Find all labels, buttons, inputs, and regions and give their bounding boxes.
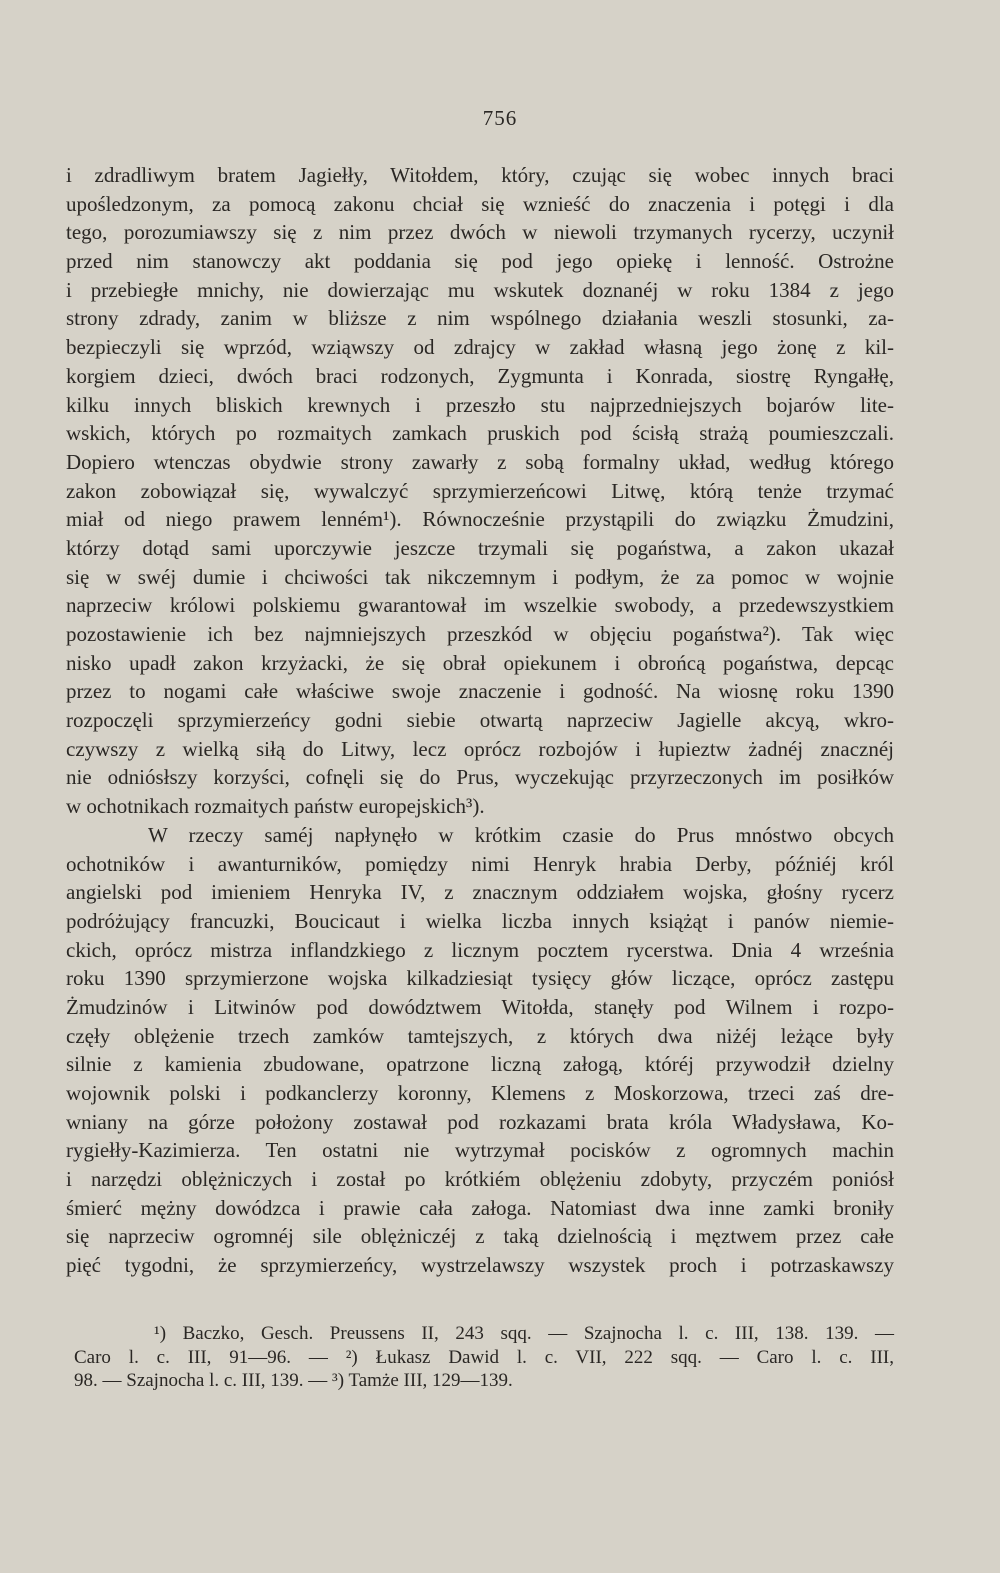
text-line: i zdradliwym bratem Jagiełły, Witołdem, który, czując się wobec innych braci <box>66 163 894 187</box>
paragraph-start-line: W rzeczy saméj napłynęło w krótkim czasie do Prus mnóstwo obcych <box>148 822 894 847</box>
main-text <box>66 161 894 1280</box>
text-line: i przebiegłe mnichy, nie dowierzając mu wskutek doznanéj w roku 1384 z jego <box>66 277 894 302</box>
text-line: ckich, oprócz mistrza inflandzkiego z licznym pocztem rycerstwa. Dnia 4 września <box>66 937 894 962</box>
text-line: Dopiero wtenczas obydwie strony zawarły z sobą formalny układ, według którego <box>66 449 894 474</box>
text-line: się naprzeciw ogromnéj sile oblężniczéj z taką dzielnością i męztwem przez całe <box>66 1224 894 1249</box>
text-line: częły oblężenie trzech zamków tamtejszych, z których dwa niżéj leżące były <box>66 1023 894 1048</box>
text-line: i narzędzi oblężniczych i został po krótkiém oblężeniu zdobyty, przyczém poniósł <box>66 1167 894 1192</box>
text-line: zakon zobowiązał się, wywalczyć sprzymierzeńcowi Litwę, którą tenże trzymać <box>66 478 894 503</box>
text-line: nie odniósłszy korzyści, cofnęli się do Prus, wyczekując przyrzeczonych im posiłków <box>66 765 894 790</box>
footnote-line: 98. — Szajnocha l. c. III, 139. — ³) Tamże III, 129—139. <box>74 1370 513 1391</box>
footnote-line: Caro l. c. III, 91—96. — ²) Łukasz Dawid l. c. VII, 222 sqq. — Caro l. c. III, <box>74 1346 894 1368</box>
text-line: nisko upadł zakon krzyżacki, że się obrał opiekunem i obrońcą pogaństwa, depcąc <box>66 650 894 675</box>
text-line: strony zdrady, zanim w bliższe z nim wspólnego działania weszli stosunki, za- <box>66 306 894 331</box>
page-number: 756 <box>482 106 518 130</box>
text-line: pięć tygodni, że sprzymierzeńcy, wystrzelawszy wszystek proch i potrzaskawszy <box>66 1253 894 1278</box>
text-line: przez to nogami całe właściwe swoje znaczenie i godność. Na wiosnę roku 1390 <box>66 679 894 704</box>
text-line: przed nim stanowczy akt poddania się pod jego opiekę i lenność. Ostrożne <box>66 249 894 274</box>
footnote-line: ¹) Baczko, Gesch. Preussens II, 243 sqq. — Szajnocha l. c. III, 138. 139. — <box>154 1323 894 1344</box>
text-line: ochotników i awanturników, pomiędzy nimi Henryk hrabia Derby, późniéj król <box>66 851 894 876</box>
footnotes <box>74 1322 894 1393</box>
text-line: wniany na górze położony zostawał pod rozkazami brata króla Władysława, Ko- <box>66 1109 894 1134</box>
text-line: rygiełły-Kazimierza. Ten ostatni nie wytrzymał pocisków z ogromnych machin <box>66 1138 894 1163</box>
text-line: rozpoczęli sprzymierzeńcy godni siebie otwartą naprzeciw Jagielle akcyą, wkro- <box>66 708 894 733</box>
text-line: angielski pod imieniem Henryka IV, z znacznym oddziałem wojska, głośny rycerz <box>66 880 894 905</box>
text-line: Żmudzinów i Litwinów pod dowództwem Witołda, stanęły pod Wilnem i rozpo- <box>66 994 894 1019</box>
text-line: kilku innych bliskich krewnych i przeszło stu najprzedniejszych bojarów lite- <box>66 392 894 417</box>
text-line: korgiem dzieci, dwóch braci rodzonych, Zygmunta i Konrada, siostrę Ryngałłę, <box>66 363 894 388</box>
paragraph-end-line: w ochotnikach rozmaitych państw europejskich³). <box>66 794 485 819</box>
text-line: naprzeciw królowi polskiemu gwarantował im wszelkie swobody, a przedewszystkiem <box>66 593 894 618</box>
text-line: podróżujący francuzki, Boucicaut i wielka liczba innych książąt i panów niemie- <box>66 908 894 933</box>
text-line: miał od niego prawem lenném¹). Równocześnie przystąpili do związku Żmudzini, <box>66 507 894 532</box>
text-line: tego, porozumiawszy się z nim przez dwóch w niewoli trzymanych rycerzy, uczynił <box>66 220 894 245</box>
text-line: którzy dotąd sami uporczywie jeszcze trzymali się pogaństwa, a zakon ukazał <box>66 535 894 560</box>
text-line: silnie z kamienia zbudowane, opatrzone liczną załogą, któréj przywodził dzielny <box>66 1052 894 1077</box>
text-line: się w swéj dumie i chciwości tak nikczemnym i podłym, że za pomoc w wojnie <box>66 564 894 589</box>
text-line: wskich, których po rozmaitych zamkach pruskich pod ścisłą strażą poumieszczali. <box>66 421 894 446</box>
text-line: wojownik polski i podkanclerzy koronny, Klemens z Moskorzowa, trzeci zaś dre- <box>66 1081 894 1105</box>
text-line: bezpieczyli się wprzód, wziąwszy od zdrajcy w zakład własną jego żonę z kil- <box>66 335 894 360</box>
text-line: roku 1390 sprzymierzone wojska kilkadziesiąt tysięcy głów liczące, oprócz zastępu <box>66 966 894 991</box>
text-line: czywszy z wielką siłą do Litwy, lecz oprócz rozbojów i łupieztw żadnéj znacznéj <box>66 736 894 761</box>
text-line: upośledzonym, za pomocą zakonu chciał się wznieść do znaczenia i potęgi i dla <box>66 191 894 216</box>
text-line: pozostawienie ich bez najmniejszych przeszkód w objęciu pogaństwa²). Tak więc <box>66 622 894 646</box>
text-line: śmierć mężny dowódzca i prawie cała załoga. Natomiast dwa inne zamki broniły <box>66 1195 894 1220</box>
